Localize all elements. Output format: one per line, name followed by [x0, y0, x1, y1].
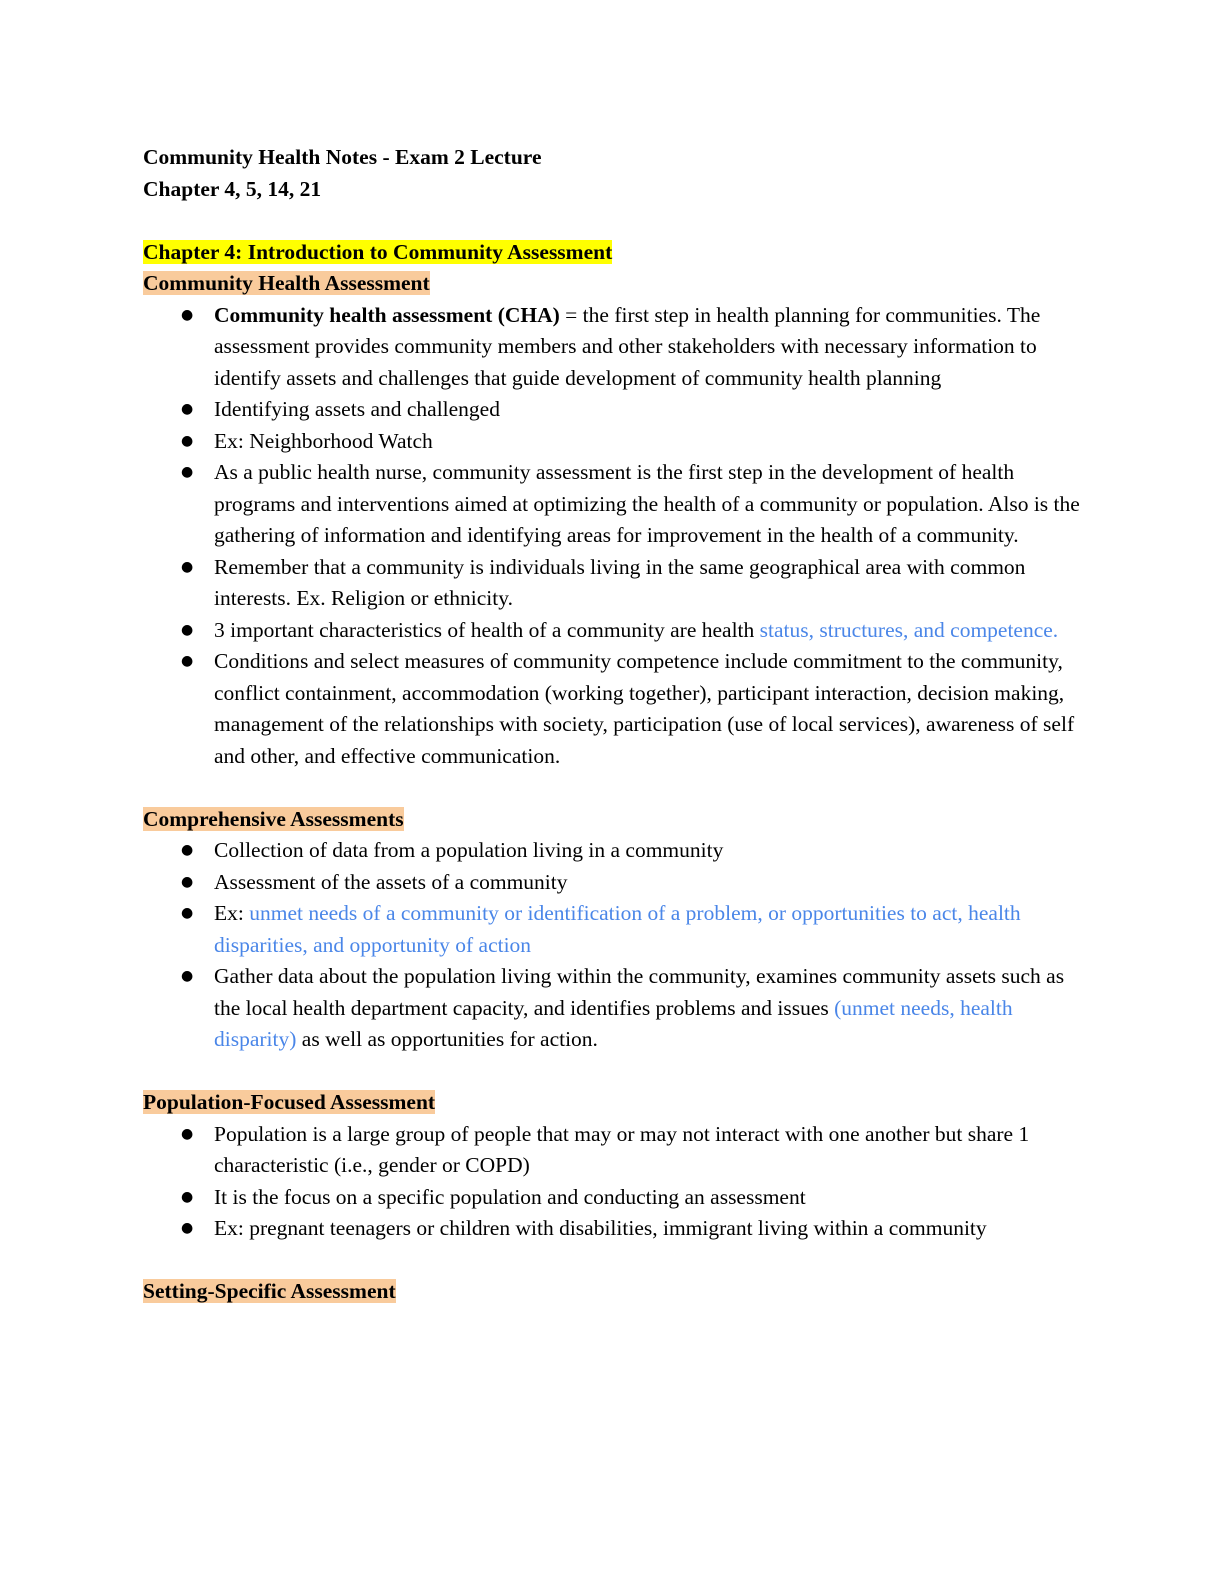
section-heading-population: Population-Focused Assessment	[143, 1090, 436, 1114]
bullet-icon: ●	[181, 653, 194, 669]
section-heading-setting: Setting-Specific Assessment	[143, 1279, 396, 1303]
section-heading-comprehensive: Comprehensive Assessments	[143, 806, 404, 831]
bullet-icon: ●	[181, 842, 194, 858]
list-item: ● Gather data about the population living within the community, examines community assets such as the local health department capacity, and identifies problems and issues (unmet needs, health disparity) as well as opportunities for action.	[143, 961, 1083, 1056]
list-item: ● Ex: Neighborhood Watch	[143, 426, 1083, 458]
section-heading-cha: Community Health Assessment	[143, 271, 430, 295]
population-list	[143, 1119, 1083, 1245]
bullet-icon: ●	[181, 873, 194, 890]
list-item: ● Population is a large group of people that may or may not interact with one another but share 1 characteristic (i.e., gender or COPD)	[143, 1119, 1083, 1182]
bullet-icon: ●	[181, 558, 194, 575]
list-item: ● 3 important characteristics of health of a community are health status, structures, and competence.	[143, 615, 1083, 647]
list-item: ● Remember that a community is individuals living in the same geographical area with common interests. Ex. Religion or ethnicity.	[143, 552, 1083, 615]
list-item: ● Collection of data from a population living in a community	[143, 835, 1083, 867]
bullet-icon: ●	[181, 464, 194, 480]
highlighted-text: (unmet needs, health disparity)	[214, 995, 1013, 1051]
document-title: Community Health Notes - Exam 2 Lecture	[143, 145, 542, 169]
bullet-icon: ●	[181, 621, 194, 638]
bullet-icon: ●	[181, 968, 194, 984]
bullet-icon: ●	[181, 905, 194, 921]
highlighted-text: status, structures, and competence.	[759, 617, 1059, 642]
bullet-icon: ●	[181, 1188, 194, 1205]
list-item: ● It is the focus on a specific population and conducting an assessment	[143, 1182, 1083, 1214]
chapter-heading: Chapter 4: Introduction to Community Assessment	[143, 239, 613, 264]
comprehensive-list	[143, 835, 1083, 1056]
list-item: ● Assessment of the assets of a community	[143, 867, 1083, 899]
bullet-icon: ●	[181, 306, 194, 323]
bullet-icon: ●	[181, 1220, 194, 1236]
bullet-icon: ●	[181, 401, 194, 417]
list-item: ● As a public health nurse, community assessment is the first step in the development of health programs and interventions aimed at optimizing the health of a community or population. Also is the gathering of information and identifying areas for improvement in the health of a community.	[143, 457, 1083, 552]
chapter-list: Chapter 4, 5, 14, 21	[143, 176, 322, 201]
cha-list	[143, 300, 1083, 773]
list-item: ● Identifying assets and challenged	[143, 394, 1083, 426]
highlighted-text: unmet needs of a community or identification of a problem, or opportunities to act, health disparities, and opportunity of action	[214, 901, 1021, 957]
bullet-icon: ●	[181, 432, 194, 449]
list-item: ● Community health assessment (CHA) = the first step in health planning for communities. The assessment provides community members and other stakeholders with necessary information to identify assets and challenges that guide development of community health planning	[143, 300, 1083, 395]
list-item: ● Ex: pregnant teenagers or children with disabilities, immigrant living within a community	[143, 1213, 1083, 1245]
list-item: ● Ex: unmet needs of a community or identification of a problem, or opportunities to act, health disparities, and opportunity of action	[143, 898, 1083, 961]
bullet-icon: ●	[181, 1125, 194, 1142]
list-item: ● Conditions and select measures of community competence include commitment to the community, conflict containment, accommodation (working together), participant interaction, decision making, management of the relationships with society, participation (use of local services), awareness of self and other, and effective communication.	[143, 646, 1083, 772]
document-body	[143, 142, 1083, 1308]
